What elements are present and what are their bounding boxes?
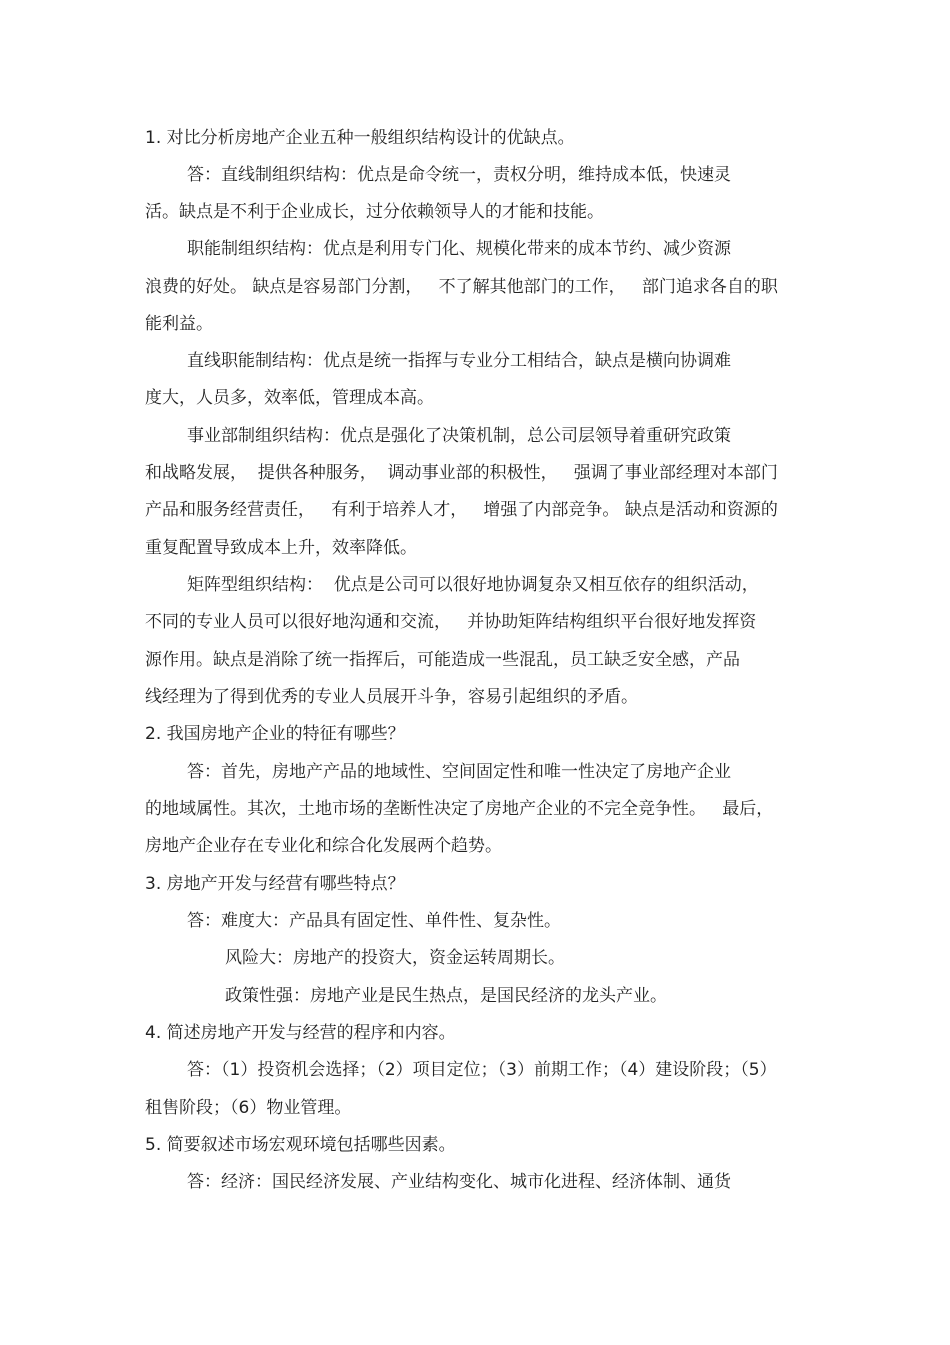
- answer-paragraph-line: 房地产企业存在专业化和综合化发展两个趋势。: [145, 836, 502, 856]
- answer-paragraph-line: 直线职能制结构：优点是统一指挥与专业分工相结合，缺点是横向协调难: [187, 351, 731, 371]
- answer-paragraph-line: 重复配置导致成本上升，效率降低。: [145, 538, 417, 558]
- answer-paragraph-line: 矩阵型组织结构： 优点是公司可以很好地协调复杂又相互依存的组织活动，: [187, 575, 759, 595]
- answer-paragraph-line: 租售阶段；（6）物业管理。: [145, 1098, 352, 1118]
- answer-paragraph-line: 政策性强：房地产业是民生热点，是国民经济的龙头产业。: [225, 986, 667, 1006]
- answer-paragraph-line: 职能制组织结构：优点是利用专门化、规模化带来的成本节约、减少资源: [187, 239, 731, 259]
- answer-paragraph-line: 答：首先，房地产产品的地域性、空间固定性和唯一性决定了房地产企业: [187, 762, 731, 782]
- question-heading: 5. 简要叙述市场宏观环境包括哪些因素。: [145, 1135, 456, 1155]
- answer-paragraph-line: 浪费的好处。 缺点是容易部门分割， 不了解其他部门的工作， 部门追求各自的职: [145, 277, 778, 297]
- answer-paragraph-line: 答：难度大：产品具有固定性、单件性、复杂性。: [187, 911, 561, 931]
- answer-paragraph-line: 度大，人员多，效率低，管理成本高。: [145, 388, 434, 408]
- answer-paragraph-line: 线经理为了得到优秀的专业人员展开斗争，容易引起组织的矛盾。: [145, 687, 638, 707]
- answer-paragraph-line: 答：（1）投资机会选择；（2）项目定位；（3）前期工作；（4）建设阶段；（5）: [187, 1060, 777, 1080]
- answer-paragraph-line: 的地域属性。其次，土地市场的垄断性决定了房地产企业的不完全竞争性。 最后，: [145, 799, 774, 819]
- question-heading: 3. 房地产开发与经营有哪些特点？: [145, 874, 405, 894]
- answer-paragraph-line: 答：直线制组织结构：优点是命令统一，责权分明，维持成本低，快速灵: [187, 165, 731, 185]
- question-heading: 4. 简述房地产开发与经营的程序和内容。: [145, 1023, 456, 1043]
- answer-paragraph-line: 事业部制组织结构：优点是强化了决策机制，总公司层领导着重研究政策: [187, 426, 731, 446]
- answer-paragraph-line: 能利益。: [145, 314, 213, 334]
- answer-paragraph-line: 产品和服务经营责任， 有利于培养人才， 增强了内部竞争。 缺点是活动和资源的: [145, 500, 778, 520]
- answer-paragraph-line: 活。缺点是不利于企业成长，过分依赖领导人的才能和技能。: [145, 202, 604, 222]
- answer-paragraph-line: 不同的专业人员可以很好地沟通和交流， 并协助矩阵结构组织平台很好地发挥资: [145, 612, 757, 632]
- answer-paragraph-line: 源作用。缺点是消除了统一指挥后，可能造成一些混乱，员工缺乏安全感，产品: [145, 650, 740, 670]
- answer-paragraph-line: 和战略发展， 提供各种服务， 调动事业部的积极性， 强调了事业部经理对本部门: [145, 463, 778, 483]
- answer-paragraph-line: 答：经济：国民经济发展、产业结构变化、城市化进程、经济体制、通货: [187, 1172, 731, 1192]
- question-heading: 2. 我国房地产企业的特征有哪些？: [145, 724, 405, 744]
- question-heading: 1. 对比分析房地产企业五种一般组织结构设计的优缺点。: [145, 128, 575, 148]
- answer-paragraph-line: 风险大：房地产的投资大，资金运转周期长。: [225, 948, 565, 968]
